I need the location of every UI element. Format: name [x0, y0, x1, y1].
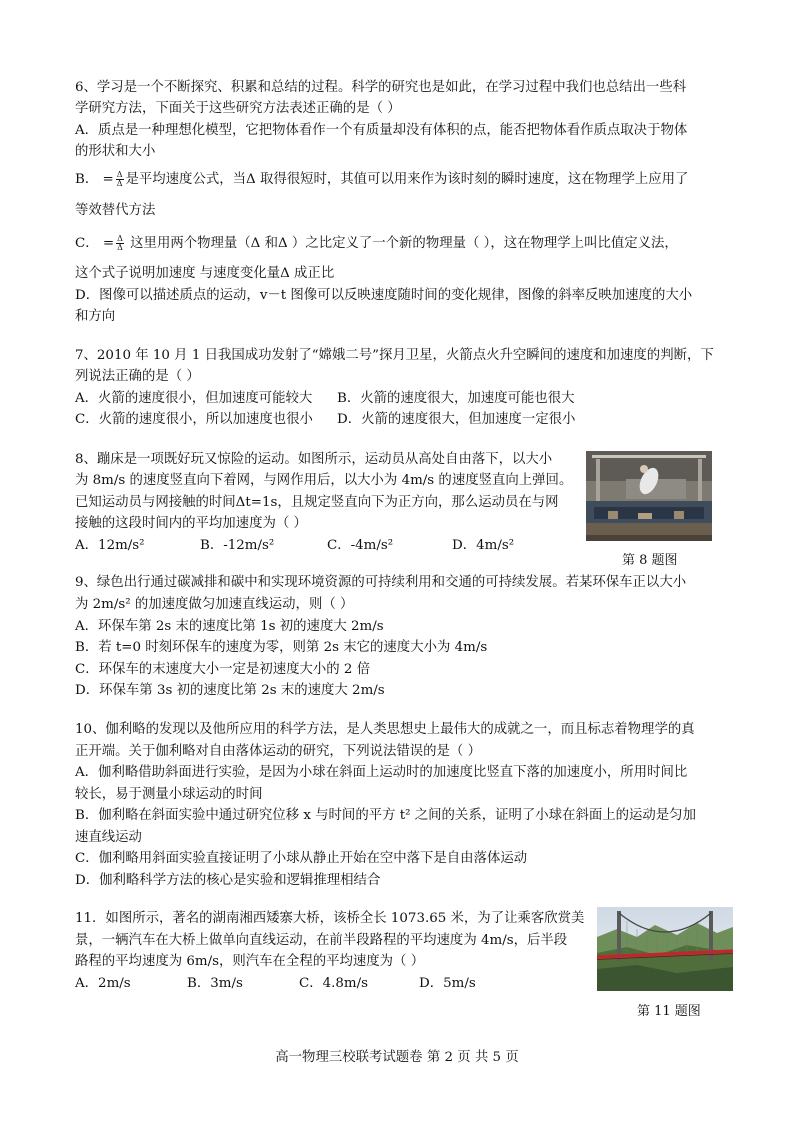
q9-option-d: D．环保车第 3s 初的速度比第 2s 末的速度大 2m/s — [75, 683, 385, 698]
q6-option-c-line1 — [75, 234, 678, 254]
q6-option-c-fraction — [116, 235, 124, 252]
q10-stem-line2: 正开端。关于伽利略对自由落体运动的研究，下列说法错误的是（ ） — [75, 744, 481, 759]
q6-option-b-rest: 是平均速度公式，当Δ 取得很短时，其值可以用来作为该时刻的瞬时速度，这在物理学上应用了 — [125, 172, 689, 187]
q8-stem-line2: 为 8m/s 的速度竖直向下着网，与网作用后，以大小为 4m/s 的速度竖直向上弹回。 — [75, 473, 573, 488]
q7-option-b: B．火箭的速度很大，加速度可能也很大 — [337, 391, 575, 406]
q11-options-row — [75, 974, 575, 994]
q6-option-d-line2: 和方向 — [75, 309, 116, 324]
q10-option-a-line1: A．伽利略借助斜面进行实验，是因为小球在斜面上运动时的加速度比竖直下落的加速度小，所用时间比 — [75, 765, 688, 780]
q11-option-b: B．3m/s — [187, 976, 243, 991]
q8-stem-line3: 已知运动员与网接触的时间Δt=1s，且规定竖直向下为正方向，那么运动员在与网 — [75, 495, 559, 510]
q8-stem-line1: 8、蹦床是一项既好玩又惊险的运动。如图所示，运动员从高处自由落下，以大小 — [75, 452, 553, 467]
q8-option-d: D．4m/s² — [452, 538, 515, 553]
q6-option-b-denominator: Δ — [116, 179, 123, 188]
q11-stem-line1: 11．如图所示，著名的湖南湘西矮寨大桥，该桥全长 1073.65 米，为了让乘客欣赏美 — [75, 911, 585, 926]
q7-options-row2 — [75, 410, 720, 430]
page-footer: 高一物理三校联考试题卷 第 2 页 共 5 页 — [275, 1050, 519, 1065]
q9-stem-line1: 9、绿色出行通过碳减排和碳中和实现环境资源的可持续利用和交通的可持续发展。若某环保车正以大小 — [75, 575, 687, 590]
q6-stem-line2: 学研究方法，下面关于这些研究方法表述正确的是（ ） — [75, 101, 401, 116]
q6-option-c-line2: 这个式子说明加速度 与速度变化量Δ 成正比 — [75, 266, 335, 281]
q10-option-b-line2: 速直线运动 — [75, 830, 142, 845]
q8-options-row — [75, 536, 575, 556]
trampoline-photo — [586, 451, 712, 541]
bridge-photo-graphic — [597, 907, 733, 991]
q6-option-c-denominator: Δ — [117, 243, 123, 252]
q6-option-c-rest: 这里用两个物理量（Δ 和Δ ）之比定义了一个新的物理量（ ），这在物理学上叫比值定义法， — [125, 236, 678, 251]
q7-option-c: C．火箭的速度很小，所以加速度也很小 — [75, 412, 313, 427]
q6-option-d-line1: D．图像可以描述质点的运动，v－t 图像可以反映速度随时间的变化规律，图像的斜率反映加速度的大小 — [75, 288, 693, 303]
q7-option-a: A．火箭的速度很小，但加速度可能较大 — [75, 391, 313, 406]
q6-option-a-line1: A．质点是一种理想化模型，它把物体看作一个有质量却没有体积的点，能否把物体看作质点取决于物体 — [75, 123, 688, 138]
q8-figure-caption: 第 8 题图 — [622, 553, 678, 568]
q6-option-b-fraction — [116, 171, 124, 188]
q11-option-d: D．5m/s — [419, 976, 476, 991]
q11-option-c: C．4.8m/s — [299, 976, 369, 991]
q10-option-a-line2: 较长，易于测量小球运动的时间 — [75, 787, 263, 802]
q10-option-c: C．伽利略用斜面实验直接证明了小球从静止开始在空中落下是自由落体运动 — [75, 851, 528, 866]
q11-figure-caption: 第 11 题图 — [637, 1004, 701, 1019]
q6-option-b-line1 — [75, 170, 688, 190]
q9-option-c: C．环保车的末速度大小一定是初速度大小的 2 倍 — [75, 662, 371, 677]
q9-option-a: A．环保车第 2s 末的速度比第 1s 初的速度大 2m/s — [75, 619, 384, 634]
q6-option-b-numerator: Δ — [116, 170, 123, 179]
q6-option-c-prefix: C． = — [75, 236, 115, 251]
q9-option-b: B．若 t=0 时刻环保车的速度为零，则第 2s 末它的速度大小为 4m/s — [75, 640, 488, 655]
q9-stem-line2: 为 2m/s² 的加速度做匀加速直线运动，则（ ） — [75, 597, 354, 612]
q7-stem-line1: 7、2010 年 10 月 1 日我国成功发射了“嫦娥二号”探月卫星，火箭点火升空瞬间的速度和加速度的判断，下 — [75, 348, 714, 363]
q6-option-b-line2: 等效替代方法 — [75, 203, 156, 218]
q6-option-b-prefix: B． = — [75, 172, 114, 187]
q8-stem-line4: 接触的这段时间内的平均加速度为（ ） — [75, 516, 307, 531]
q8-option-a: A．12m/s² — [75, 538, 145, 553]
trampoline-photo-graphic — [586, 451, 712, 541]
q8-option-b: B．-12m/s² — [200, 538, 275, 553]
q6-stem-line1: 6、学习是一个不断探究、积累和总结的过程。科学的研究也是如此，在学习过程中我们也总结出一些科 — [75, 80, 687, 95]
bridge-photo — [597, 907, 733, 991]
q8-option-c: C．-4m/s² — [327, 538, 394, 553]
q11-stem-line3: 路程的平均速度为 6m/s，则汽车在全程的平均速度为（ ） — [75, 954, 425, 969]
q11-option-a: A．2m/s — [75, 976, 131, 991]
q6-option-a-line2: 的形状和大小 — [75, 144, 156, 159]
q7-stem-line2: 列说法正确的是（ ） — [75, 369, 200, 384]
q10-option-b-line1: B．伽利略在斜面实验中通过研究位移 x 与时间的平方 t² 之间的关系，证明了小球在斜面上的运动是匀加 — [75, 808, 696, 823]
q6-option-c-numerator: Δ — [117, 234, 123, 243]
q11-stem-line2: 景，一辆汽车在大桥上做单向直线运动，在前半段路程的平均速度为 4m/s，后半段 — [75, 933, 568, 948]
q10-option-d: D．伽利略科学方法的核心是实验和逻辑推理相结合 — [75, 873, 381, 888]
q7-options-row1 — [75, 389, 720, 409]
q7-option-d: D．火箭的速度很大，但加速度一定很小 — [337, 412, 576, 427]
q10-stem-line1: 10、伽利略的发现以及他所应用的科学方法，是人类思想史上最伟大的成就之一，而且标志着物理学的真 — [75, 722, 695, 737]
